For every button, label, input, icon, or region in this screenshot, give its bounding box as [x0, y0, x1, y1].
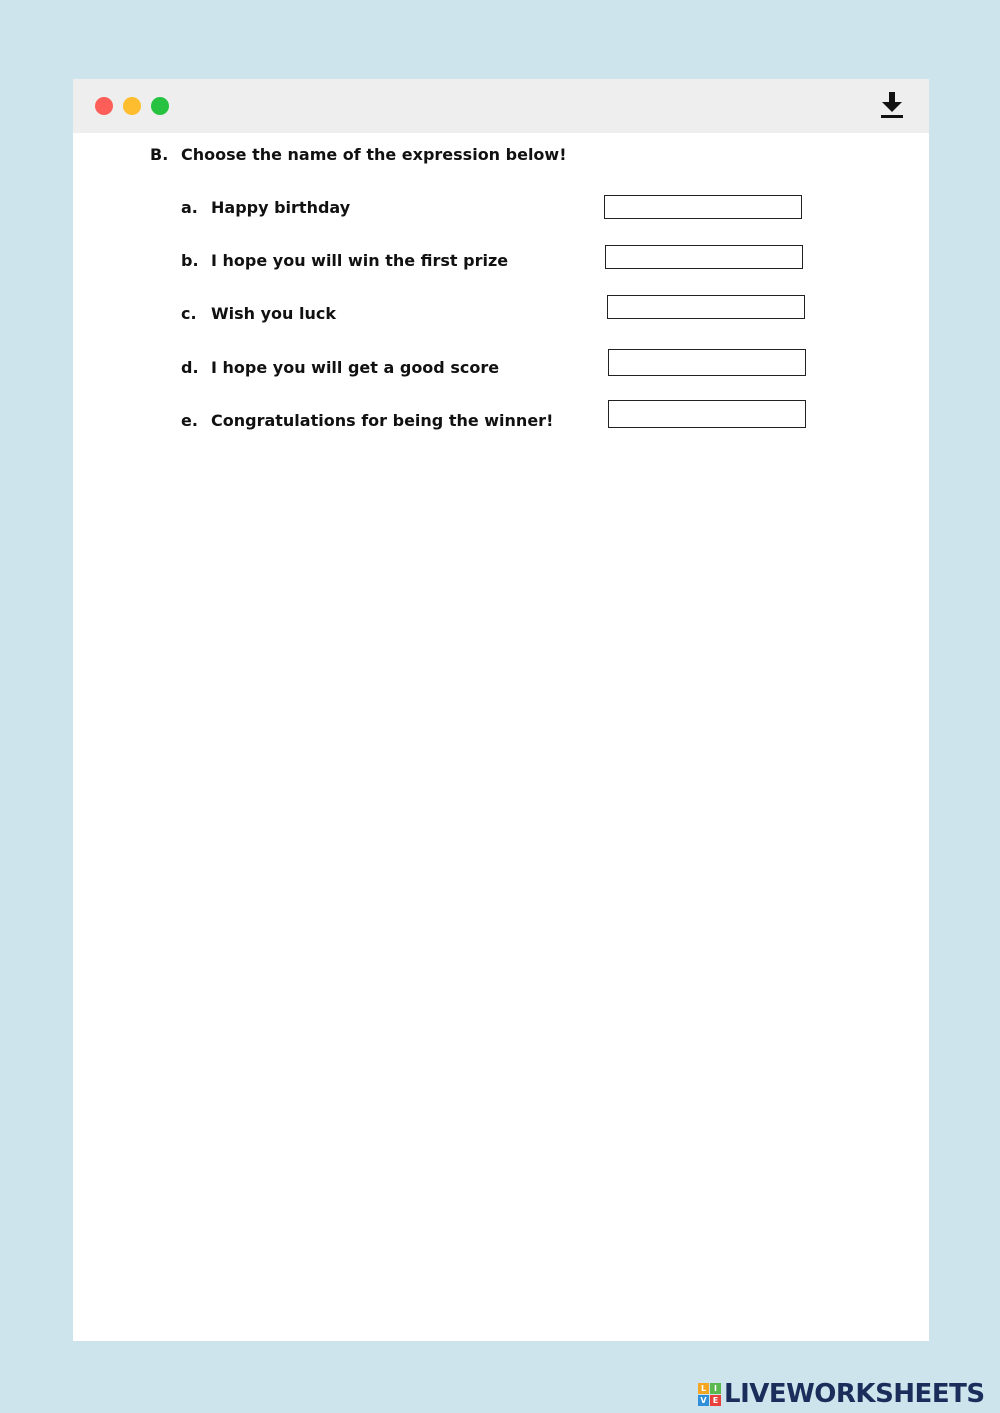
item-letter: d.: [181, 358, 199, 377]
question-item-d: [181, 358, 499, 377]
item-text: Happy birthday: [211, 198, 351, 217]
logo-letter-l: L: [698, 1383, 709, 1394]
section-letter: B.: [150, 145, 169, 164]
logo-mark: [698, 1383, 721, 1406]
logo-letter-e: E: [710, 1395, 721, 1406]
logo-letter-v: V: [698, 1395, 709, 1406]
item-letter: b.: [181, 251, 199, 270]
logo-text: LIVEWORKSHEETS: [724, 1379, 985, 1409]
answer-input-b[interactable]: [605, 245, 803, 269]
liveworksheets-logo: [698, 1379, 985, 1409]
item-letter: e.: [181, 411, 198, 430]
section-instruction: Choose the name of the expression below!: [181, 145, 567, 164]
section-heading: [150, 145, 567, 164]
answer-input-a[interactable]: [604, 195, 802, 219]
item-text: I hope you will win the first prize: [211, 251, 509, 270]
answer-input-e[interactable]: [608, 400, 806, 428]
question-item-e: [181, 411, 553, 430]
worksheet-window: [73, 79, 929, 1341]
download-icon[interactable]: [879, 91, 905, 119]
close-window-button[interactable]: [95, 97, 113, 115]
minimize-window-button[interactable]: [123, 97, 141, 115]
item-letter: c.: [181, 304, 197, 323]
item-letter: a.: [181, 198, 198, 217]
question-item-a: [181, 198, 350, 217]
question-item-c: [181, 304, 336, 323]
title-bar: [73, 79, 929, 133]
item-text: Wish you luck: [211, 304, 336, 323]
item-text: Congratulations for being the winner!: [211, 411, 554, 430]
answer-input-d[interactable]: [608, 349, 806, 376]
answer-input-c[interactable]: [607, 295, 805, 319]
maximize-window-button[interactable]: [151, 97, 169, 115]
logo-letter-i: I: [710, 1383, 721, 1394]
item-text: I hope you will get a good score: [211, 358, 500, 377]
question-item-b: [181, 251, 508, 270]
